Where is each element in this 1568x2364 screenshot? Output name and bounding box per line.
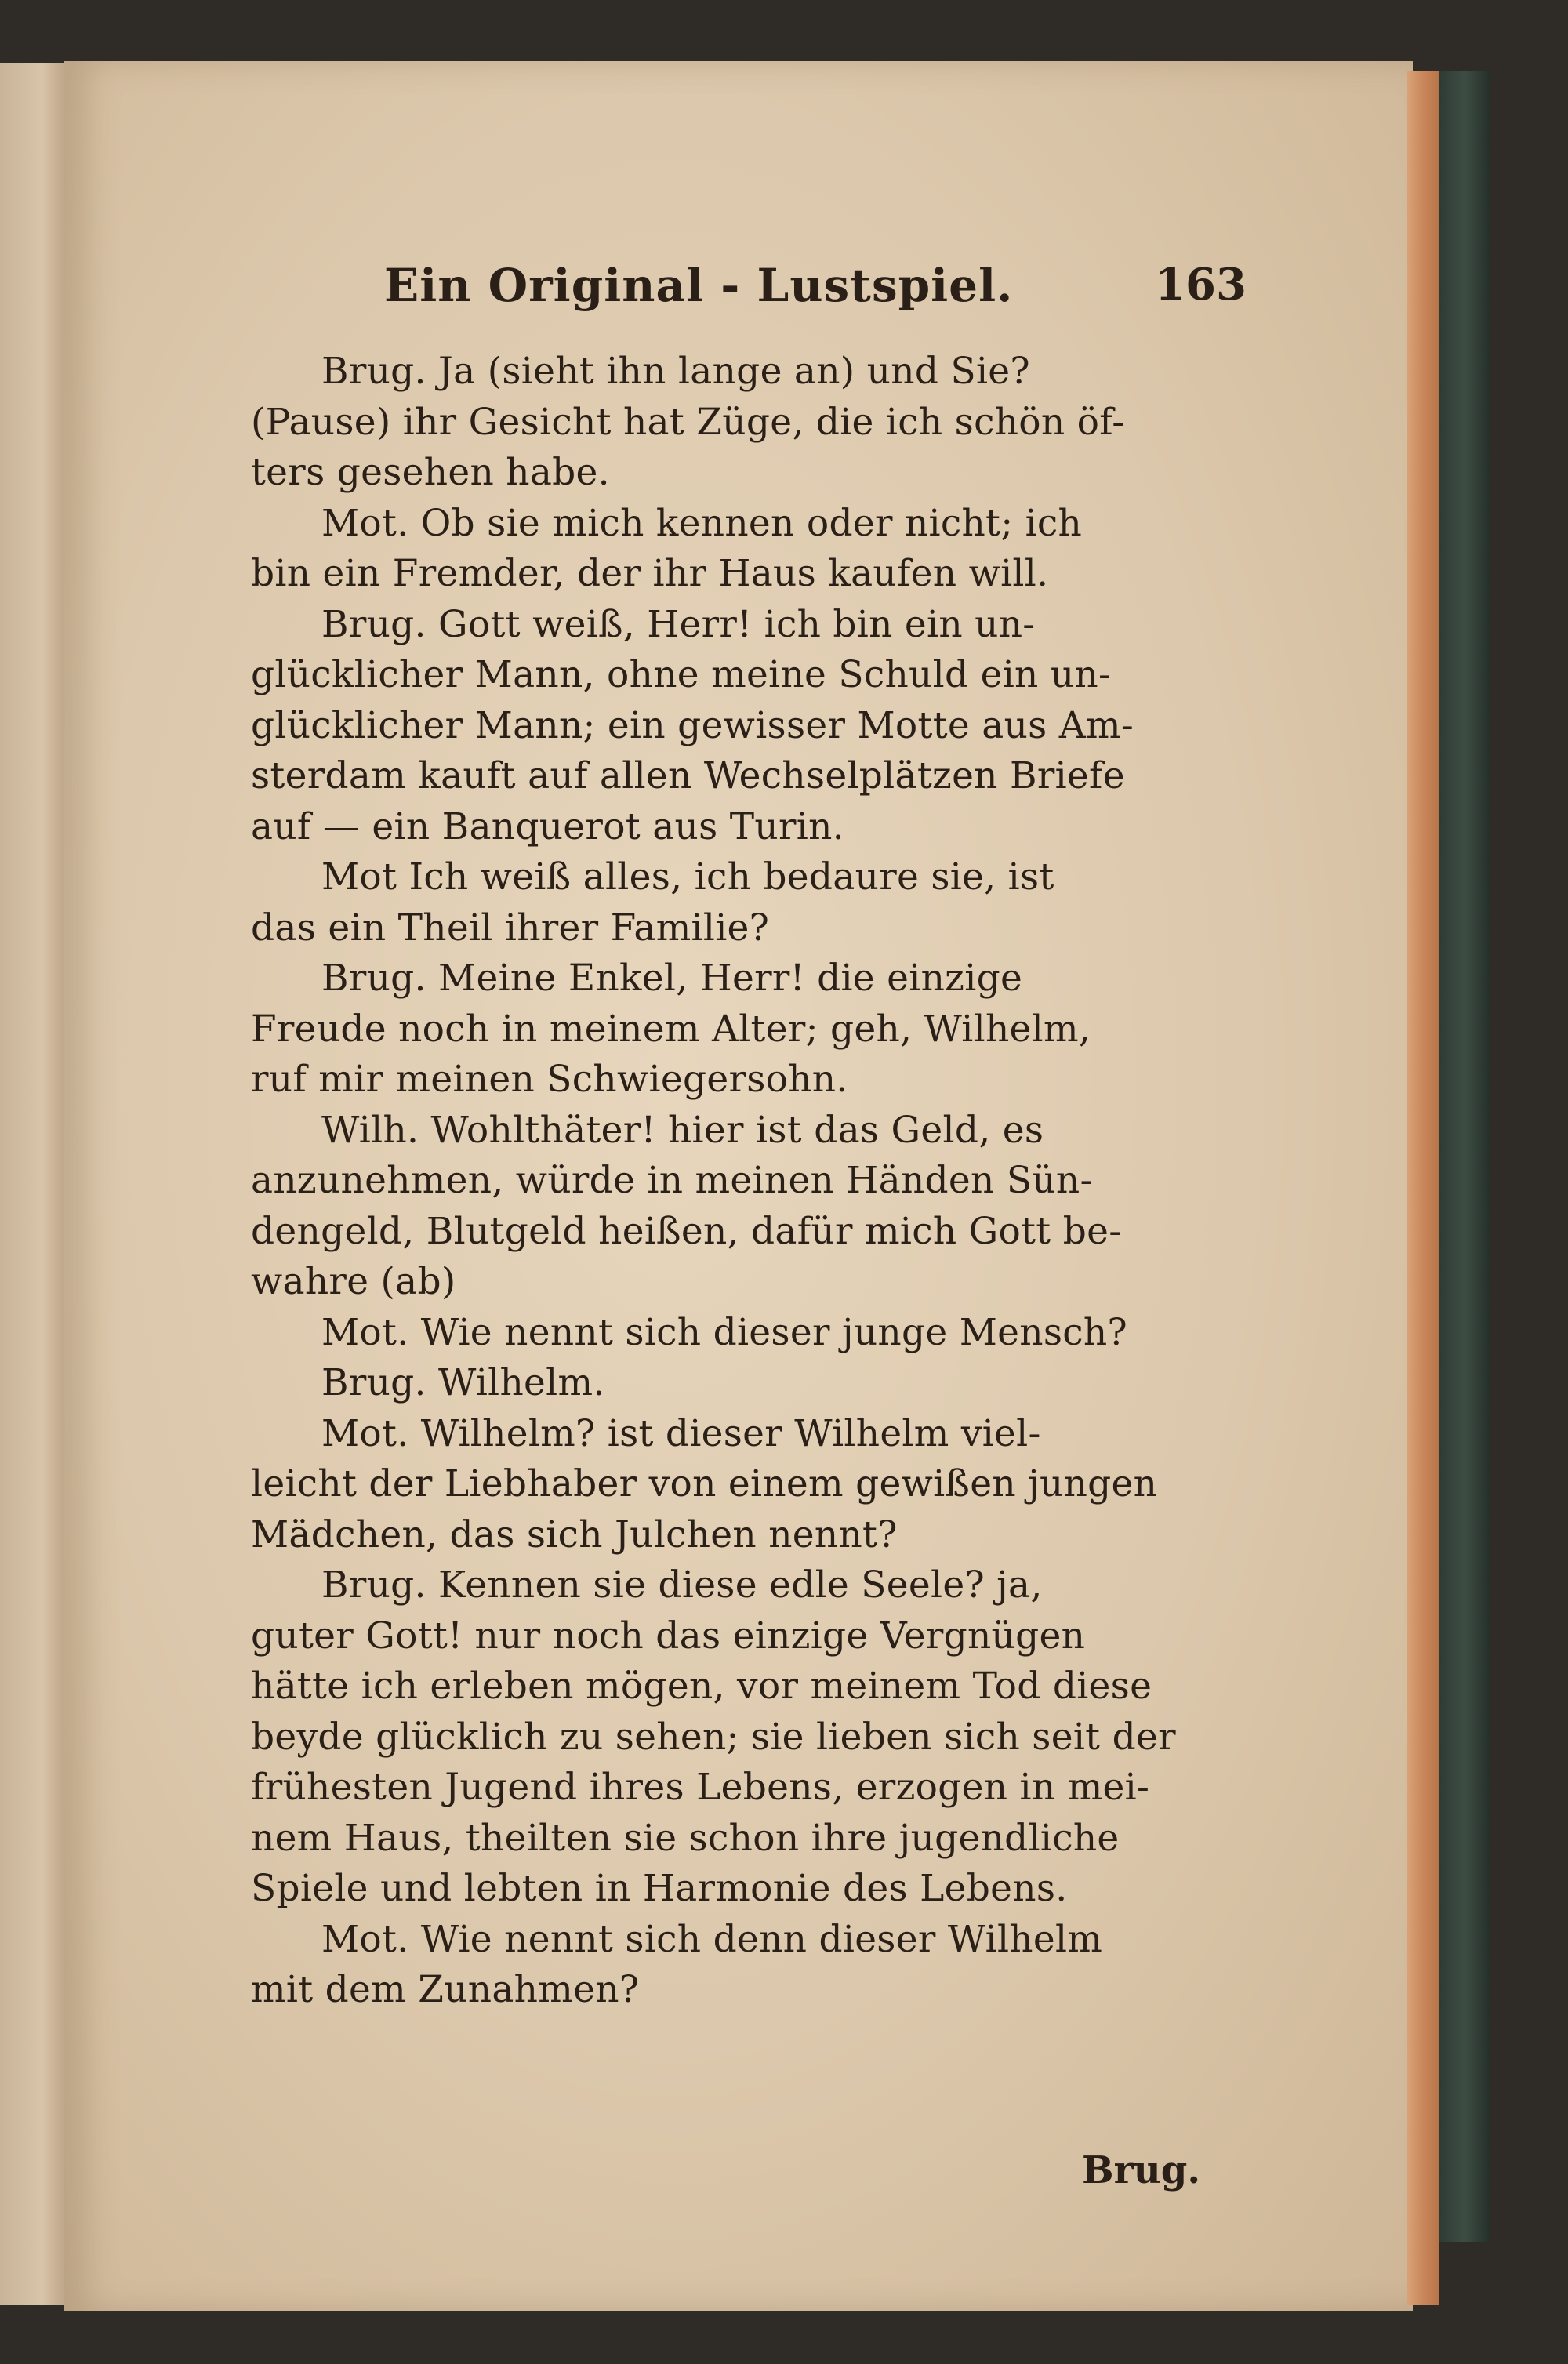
text-line: Mot. Wilhelm? ist dieser Wilhelm viel- [321, 1411, 1041, 1455]
text-line: anzunehmen, würde in meinen Händen Sün- [251, 1159, 1093, 1202]
text-line: Brug. Gott weiß, Herr! ich bin ein un- [321, 602, 1036, 646]
text-line: Mot Ich weiß alles, ich bedaure sie, ist [321, 855, 1054, 899]
text-line: Mädchen, das sich Julchen nennt? [251, 1512, 898, 1556]
text-line: hätte ich erleben mögen, vor meinem Tod diese [251, 1665, 1152, 1708]
text-line: Mot. Wie nennt sich denn dieser Wilhelm [321, 1917, 1103, 1961]
text-line: Spiele und lebten in Harmonie des Lebens. [251, 1867, 1068, 1910]
text-line: auf — ein Banquerot aus Turin. [251, 804, 844, 848]
text-line: (Pause) ihr Gesicht hat Züge, die ich schön öf- [251, 400, 1125, 444]
text-line: guter Gott! nur noch das einzige Vergnügen [251, 1614, 1086, 1658]
left-page-edge [0, 63, 71, 2305]
text-line: ters gesehen habe. [251, 451, 610, 494]
page-header [251, 259, 1247, 329]
catchword: Brug. [1082, 2148, 1201, 2192]
text-line: bin ein Fremder, der ihr Haus kaufen will. [251, 552, 1049, 595]
text-line: Mot. Ob sie mich kennen oder nicht; ich [321, 501, 1083, 545]
text-line: mit dem Zunahmen? [251, 1968, 640, 2011]
text-line: dengeld, Blutgeld heißen, dafür mich Gott be- [251, 1209, 1122, 1253]
text-line: ruf mir meinen Schwiegersohn. [251, 1058, 848, 1101]
text-line: Brug. Ja (sieht ihn lange an) und Sie? [321, 350, 1030, 393]
text-line: Brug. Kennen sie diese edle Seele? ja, [321, 1563, 1043, 1607]
running-title: Ein Original - Lustspiel. [384, 259, 1014, 312]
text-line: Brug. Meine Enkel, Herr! die einzige [321, 957, 1023, 1000]
text-line: glücklicher Mann, ohne meine Schuld ein un- [251, 653, 1112, 696]
text-line: frühesten Jugend ihres Lebens, erzogen in mei- [251, 1766, 1150, 1809]
text-line: sterdam kauft auf allen Wechselplätzen Briefe [251, 754, 1125, 797]
text-line: Freude noch in meinem Alter; geh, Wilhelm, [251, 1007, 1091, 1051]
text-line: Wilh. Wohlthäter! hier ist das Geld, es [321, 1108, 1044, 1152]
book-cover [1439, 71, 1490, 2242]
text-block [251, 259, 1247, 2016]
text-line: Mot. Wie nennt sich dieser junge Mensch? [321, 1310, 1127, 1354]
text-line: nem Haus, theilten sie schon ihre jugendliche [251, 1816, 1120, 1860]
text-line: das ein Theil ihrer Familie? [251, 906, 770, 950]
text-line: Brug. Wilhelm. [321, 1361, 605, 1404]
page-block-edge [1407, 71, 1439, 2305]
text-line: wahre (ab) [251, 1260, 456, 1303]
text-line: leicht der Liebhaber von einem gewißen jungen [251, 1462, 1158, 1505]
text-line: beyde glücklich zu sehen; sie lieben sich seit der [251, 1715, 1176, 1759]
text-line: glücklicher Mann; ein gewisser Motte aus Am- [251, 703, 1134, 747]
page-number: 163 [1155, 259, 1247, 310]
